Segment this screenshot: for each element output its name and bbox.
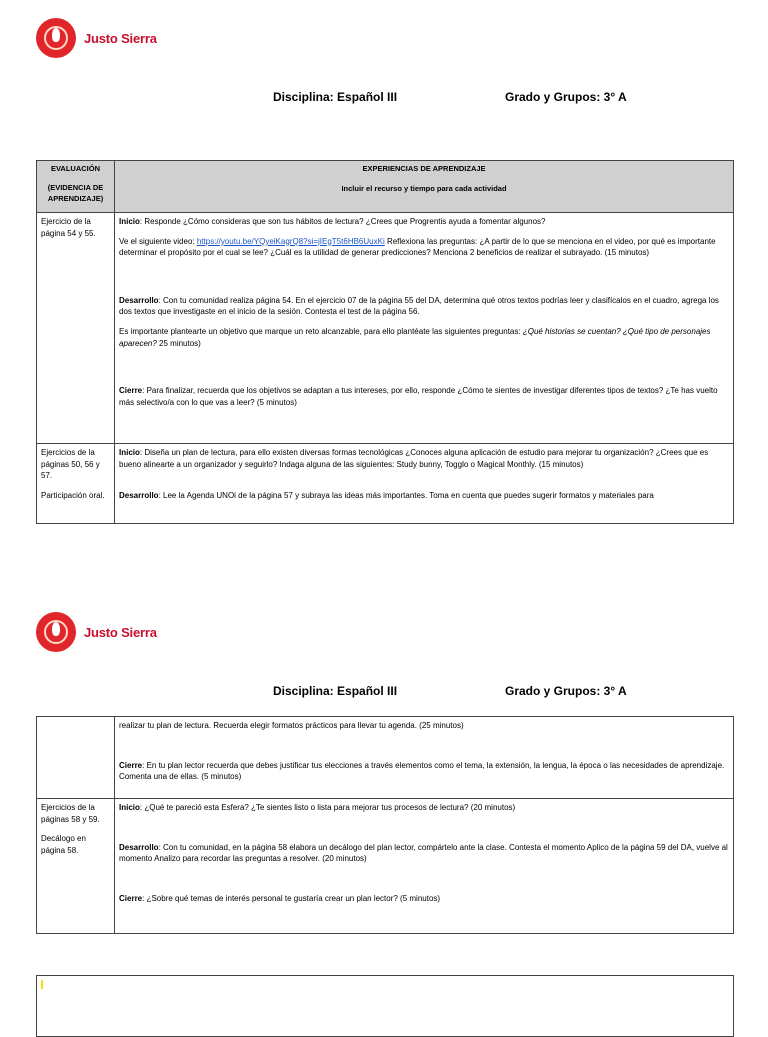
inicio-paragraph [119,216,729,228]
lesson-table-1 [36,160,734,524]
evidence-text-2: Participación oral. [41,490,105,500]
cierre-paragraph [119,760,729,783]
table-row [37,213,734,444]
desarrollo-label: Desarrollo [119,295,159,305]
cierre-label: Cierre [119,893,143,903]
logo-text: Justo Sierra [84,30,157,46]
school-logo [36,18,157,58]
desarrollo-paragraph [119,295,729,318]
evaluation-header [37,161,115,213]
discipline-label-2: Disciplina: Español III [273,684,398,698]
header-experiences: EXPERIENCIAS DE APRENDIZAJE [362,164,486,173]
desarrollo-label: Desarrollo [119,491,159,501]
discipline-label: Disciplina: Español III [273,90,398,104]
table-row [37,444,734,524]
objetivo-time: 25 minutos) [156,338,201,348]
evidence-text: Ejercicios de la páginas 50, 56 y 57. [41,448,100,481]
desarrollo-paragraph [119,842,729,865]
evidence-text: Ejercicio de la página 54 y 55. [41,217,96,238]
desarrollo-text: : Con tu comunidad, en la página 58 elabora un decálogo del plan lector, compártelo ante la clase. Contesta el momento Aplico de la página 59 del DA, vuelve al momento Analizo para recordar las preguntas a resolver. (20 minutos) [119,842,728,864]
continuation-text: realizar tu plan de lectura. Recuerda elegir formatos prácticos para llevar tu agenda. (25 minutos) [119,721,464,730]
grade-label-2: Grado y Grupos: 3° A [505,684,627,698]
inicio-label: Inicio [119,448,140,457]
evidence-text: Ejercicios de la páginas 58 y 59. [41,803,100,824]
cierre-text: : En tu plan lector recuerda que debes justificar tus elecciones a través elementos como el tema, la extensión, la lengua, la época o las necesidades de aprendizaje. Comenta una de ellas. (5 minutos) [119,760,725,782]
header-eval: EVALUACIÓN [50,164,101,173]
next-page-box [36,975,734,1037]
cierre-label: Cierre [119,386,143,396]
desarrollo-label: Desarrollo [119,842,159,852]
cierre-paragraph [119,893,729,905]
table-row [37,799,734,934]
evidence-text-2: Decálogo en página 58. [41,834,86,855]
header-evidence: (EVIDENCIA DE APRENDIZAJE) [47,182,104,203]
school-seal-icon [36,18,76,58]
text-cursor-marker [41,980,43,989]
inicio-text: : ¿Qué te pareció esta Esfera? ¿Te sientes listo o lista para mejorar tus procesos de lectura? (20 minutos) [139,803,516,812]
video-link[interactable]: https://youtu.be/YQyeiKagrQ8?si=jIEgT5t6HB6UuxKi [196,236,385,246]
cierre-label: Cierre [119,760,143,770]
grade-label: Grado y Grupos: 3° A [505,90,627,104]
logo-text: Justo Sierra [84,624,157,640]
video-paragraph [119,236,729,259]
cierre-text: : Para finalizar, recuerda que los objetivos se adaptan a tus intereses, por ello, responde ¿Cómo te sientes de investigar diferentes tipos de textos? ¿Te has vuelto más selectivo/a con lo que vas a leer? (5 minutos) [119,386,718,407]
objetivo-intro: Es importante plantearte un objetivo que marque un reto alcanzable, para ello plantéate las siguientes preguntas: [119,326,523,336]
experiences-header [115,161,734,213]
lesson-table-2 [36,716,734,934]
table-row [37,717,734,799]
school-logo-2 [36,612,157,652]
objetivo-questions: ¿Qué historias se cuentan? ¿Qué tipo de personajes aparecen? [119,326,711,348]
video-intro: Ve el siguiente video: [119,236,197,246]
inicio-text: : Responde ¿Cómo consideras que son tus hábitos de lectura? ¿Crees que Progrentis ayuda a fomentar algunos? [139,217,546,226]
school-seal-icon [36,612,76,652]
inicio-text: : Diseña un plan de lectura, para ello existen diversas formas tecnológicas ¿Conoces alguna aplicación de estudio para mejorar tu organización? ¿Crees que es bueno alinearte a un organizador y seguirlo? Indaga alguna de las siguientes: Study bunny, Togglo o Magical Monthly. (15 minutos) [119,448,709,469]
cierre-text: : ¿Sobre qué temas de interés personal te gustaría crear un plan lector? (5 minutos) [142,893,441,903]
inicio-label: Inicio [119,217,140,226]
desarrollo-text: : Lee la Agenda UNOi de la página 57 y subraya las ideas más importantes. Toma en cuenta que puedes sugerir formatos y materiales para [158,491,654,501]
inicio-label: Inicio [119,803,140,812]
inicio-paragraph [119,447,729,470]
video-questions: Reflexiona las preguntas: ¿A partir de lo que se menciona en el video, por qué es importante determinar el propósito por el cual se lee? ¿Cuál es la utilidad de generar predicciones? Menciona 2 beneficios de realizar el subrayado. (15 minutos) [119,236,716,258]
desarrollo-text: : Con tu comunidad realiza página 54. En el ejercicio 07 de la página 55 del DA, determina qué otros textos podrías leer y clasifícalos en el cuadro, agrega los dos textos que investigaste en el inicio de la sesión. Contesta el test de la página 56. [119,295,719,317]
cierre-paragraph [119,385,729,408]
desarrollo-paragraph [119,490,729,502]
objetivo-paragraph [119,326,729,349]
inicio-paragraph [119,802,729,814]
header-instructions: Incluir el recurso y tiempo para cada actividad [341,183,507,193]
